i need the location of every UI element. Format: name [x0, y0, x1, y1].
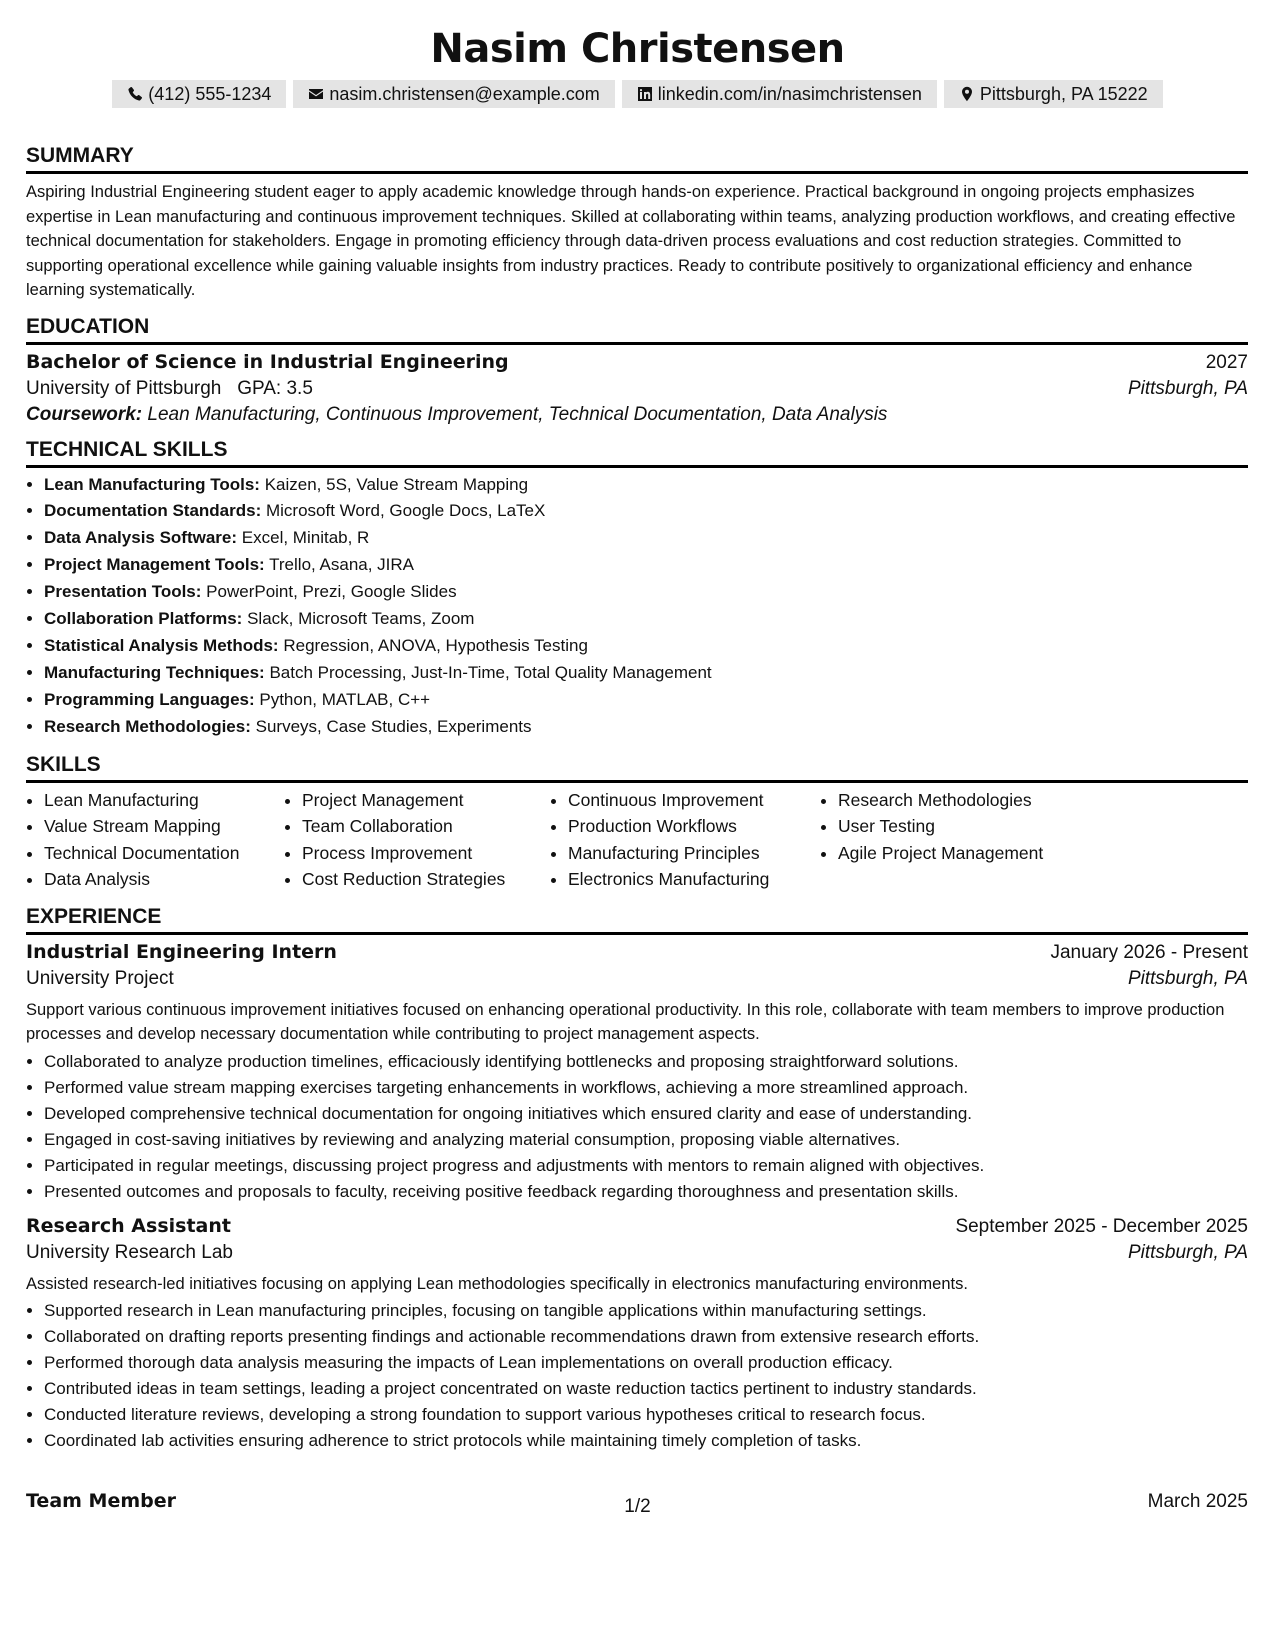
- list-item: • Lean Manufacturing: [44, 787, 284, 814]
- skill-value: Trello, Asana, JIRA: [269, 555, 415, 575]
- job-header: [26, 941, 1248, 964]
- job-subheader: [26, 1242, 1248, 1264]
- skills-column: [26, 787, 284, 893]
- skills-column: [284, 787, 550, 893]
- job-title: Industrial Engineering Intern: [26, 940, 337, 963]
- list-item: • Collaborated on drafting reports presenting findings and actionable recommendations drawn from extensive research efforts.: [44, 1324, 1248, 1350]
- coursework-label: Coursework:: [26, 403, 143, 425]
- list-item: [44, 579, 1248, 606]
- contact-location: [944, 80, 1163, 108]
- list-item: • Team Collaboration: [302, 813, 550, 840]
- graduation-year: 2027: [1205, 351, 1248, 373]
- skill-value: Microsoft Word, Google Docs, LaTeX: [265, 501, 546, 521]
- phone-text: (412) 555-1234: [148, 83, 272, 104]
- school-line: [26, 378, 313, 400]
- job-summary: Support various continuous improvement initiatives focused on enhancing operational productivity. In this role, collaborate with team members to improve production processes and develop necessary documentation while contributing to project management aspects.: [26, 1000, 1225, 1044]
- list-item: [44, 714, 1248, 741]
- job-bullets: [26, 1049, 1248, 1205]
- list-item: • Participated in regular meetings, discussing project progress and adjustments with mentors to remain aligned with objectives.: [44, 1153, 1248, 1179]
- experience-section: [26, 905, 1248, 1455]
- list-item: • Technical Documentation: [44, 840, 284, 867]
- list-item: • Developed comprehensive technical documentation for ongoing initiatives which ensured clarity and ease of understanding.: [44, 1101, 1248, 1127]
- list-item: • Research Methodologies: [838, 787, 1098, 814]
- list-item: • Engaged in cost-saving initiatives by reviewing and analyzing material consumption, proposing viable alternatives.: [44, 1127, 1248, 1153]
- envelope-icon: [308, 86, 324, 102]
- technical-skills-list: [26, 472, 1248, 741]
- list-item: [44, 498, 1248, 525]
- skill-label: Project Management Tools:: [44, 555, 265, 575]
- school-location: Pittsburgh, PA: [1127, 377, 1248, 399]
- coursework-list: Lean Manufacturing, Continuous Improvement, Technical Documentation, Data Analysis: [147, 403, 888, 425]
- job-dates: January 2026 - Present: [1050, 941, 1248, 963]
- list-item: • Continuous Improvement: [568, 787, 820, 814]
- location-text: Pittsburgh, PA 15222: [979, 83, 1148, 104]
- degree-title: Bachelor of Science in Industrial Engineering: [26, 350, 509, 373]
- resume-body: [26, 144, 1248, 1466]
- list-item: • Performed value stream mapping exercises targeting enhancements in workflows, achieving a more streamlined approach.: [44, 1075, 1248, 1101]
- linkedin-text: linkedin.com/in/nasimchristensen: [657, 83, 922, 104]
- contact-email[interactable]: [293, 80, 614, 108]
- skill-value: Slack, Microsoft Teams, Zoom: [247, 609, 475, 629]
- gpa: GPA: 3.5: [237, 377, 313, 399]
- skill-label: Collaboration Platforms:: [44, 609, 243, 629]
- list-item: • Electronics Manufacturing: [568, 866, 820, 893]
- skill-value: Regression, ANOVA, Hypothesis Testing: [283, 635, 588, 655]
- education-row: [26, 351, 1248, 374]
- skill-value: Kaizen, 5S, Value Stream Mapping: [264, 474, 529, 494]
- list-item: • Supported research in Lean manufacturing principles, focusing on tangible applications within manufacturing settings.: [44, 1298, 1248, 1324]
- list-item: • Contributed ideas in team settings, leading a project concentrated on waste reduction tactics pertinent to industry standards.: [44, 1376, 1248, 1402]
- email-text: nasim.christensen@example.com: [329, 83, 600, 104]
- phone-icon: [127, 86, 143, 102]
- job-organization: University Research Lab: [26, 1241, 233, 1263]
- list-item: • Presented outcomes and proposals to faculty, receiving positive feedback regarding thoroughness and presentation skills.: [44, 1179, 1248, 1205]
- linkedin-icon: [637, 86, 653, 102]
- skill-label: Statistical Analysis Methods:: [44, 635, 279, 655]
- list-item: [44, 687, 1248, 714]
- list-item: • Data Analysis: [44, 866, 284, 893]
- skill-value: Excel, Minitab, R: [241, 528, 370, 548]
- skill-value: PowerPoint, Prezi, Google Slides: [206, 582, 457, 602]
- section-heading: SKILLS: [26, 753, 1248, 783]
- contact-row: [0, 80, 1275, 108]
- skill-value: Python, MATLAB, C++: [259, 689, 431, 709]
- job-dates: September 2025 - December 2025: [955, 1215, 1248, 1237]
- job-location: Pittsburgh, PA: [1127, 967, 1248, 989]
- list-item: [44, 525, 1248, 552]
- skill-label: Data Analysis Software:: [44, 528, 238, 548]
- job-subheader: [26, 968, 1248, 990]
- job-organization: University Project: [26, 967, 174, 989]
- section-heading: EXPERIENCE: [26, 905, 1248, 935]
- school-name: University of Pittsburgh: [26, 377, 222, 399]
- job-header: [26, 1215, 1248, 1238]
- job-title: Team Member: [26, 1490, 177, 1512]
- skills-section: [26, 753, 1248, 893]
- job-summary: Assisted research-led initiatives focusing on applying Lean methodologies specifically in electronics manufacturing environments.: [26, 1274, 968, 1293]
- education-subrow: [26, 378, 1248, 400]
- section-heading: SUMMARY: [26, 144, 1248, 174]
- section-heading: TECHNICAL SKILLS: [26, 438, 1248, 468]
- skills-column: [550, 787, 820, 893]
- list-item: [44, 660, 1248, 687]
- summary-text: Aspiring Industrial Engineering student eager to apply academic knowledge through hands-on experience. Practical background in ongoing projects emphasizes expertise in Lean manufacturing and continuous improvement techniques. Skilled at collaborating within teams, analyzing production workflows, and creating effective technical documentation for stakeholders. Engage in promoting efficiency through data-driven process evaluations and cost reduction strategies. Committed to supporting operational excellence while gaining valuable insights from industry practices. Ready to contribute positively to organizational efficiency and enhance learning systematically.: [26, 183, 1236, 299]
- contact-phone: [112, 80, 286, 108]
- page-number: 1/2: [624, 1496, 651, 1517]
- list-item: • User Testing: [838, 813, 1098, 840]
- list-item: [44, 552, 1248, 579]
- skills-grid: [26, 787, 1248, 893]
- list-item: [44, 606, 1248, 633]
- job-dates: March 2025: [1147, 1491, 1248, 1512]
- skill-value: Surveys, Case Studies, Experiments: [255, 716, 532, 736]
- summary-section: [26, 144, 1248, 303]
- coursework-line: [26, 404, 1248, 426]
- job-title: Research Assistant: [26, 1214, 231, 1237]
- experience-entry: [26, 1215, 1248, 1455]
- list-item: • Collaborated to analyze production timelines, efficaciously identifying bottlenecks and proposing straightforward solutions.: [44, 1049, 1248, 1075]
- skill-label: Programming Languages:: [44, 689, 255, 709]
- skill-label: Presentation Tools:: [44, 582, 202, 602]
- list-item: • Coordinated lab activities ensuring adherence to strict protocols while maintaining timely completion of tasks.: [44, 1428, 1248, 1454]
- list-item: [44, 633, 1248, 660]
- job-bullets: [26, 1298, 1248, 1454]
- education-section: [26, 315, 1248, 426]
- job-location: Pittsburgh, PA: [1127, 1241, 1248, 1263]
- list-item: • Conducted literature reviews, developing a strong foundation to support various hypotheses critical to research focus.: [44, 1402, 1248, 1428]
- map-pin-icon: [959, 86, 975, 102]
- technical-skills-section: [26, 438, 1248, 741]
- skill-label: Lean Manufacturing Tools:: [44, 474, 260, 494]
- list-item: [44, 472, 1248, 499]
- resume-header: [0, 0, 1275, 108]
- list-item: • Agile Project Management: [838, 840, 1098, 867]
- list-item: • Value Stream Mapping: [44, 813, 284, 840]
- list-item: • Project Management: [302, 787, 550, 814]
- candidate-name: Nasim Christensen: [430, 26, 845, 72]
- skill-value: Batch Processing, Just-In-Time, Total Quality Management: [269, 662, 712, 682]
- skills-column: [820, 787, 1098, 893]
- list-item: • Cost Reduction Strategies: [302, 866, 550, 893]
- list-item: • Performed thorough data analysis measuring the impacts of Lean implementations on overall production efficacy.: [44, 1350, 1248, 1376]
- skill-label: Research Methodologies:: [44, 716, 251, 736]
- list-item: • Production Workflows: [568, 813, 820, 840]
- skill-label: Documentation Standards:: [44, 501, 262, 521]
- list-item: • Process Improvement: [302, 840, 550, 867]
- skill-label: Manufacturing Techniques:: [44, 662, 265, 682]
- experience-entry: [26, 941, 1248, 1205]
- section-heading: EDUCATION: [26, 315, 1248, 345]
- contact-linkedin[interactable]: [622, 80, 937, 108]
- list-item: • Manufacturing Principles: [568, 840, 820, 867]
